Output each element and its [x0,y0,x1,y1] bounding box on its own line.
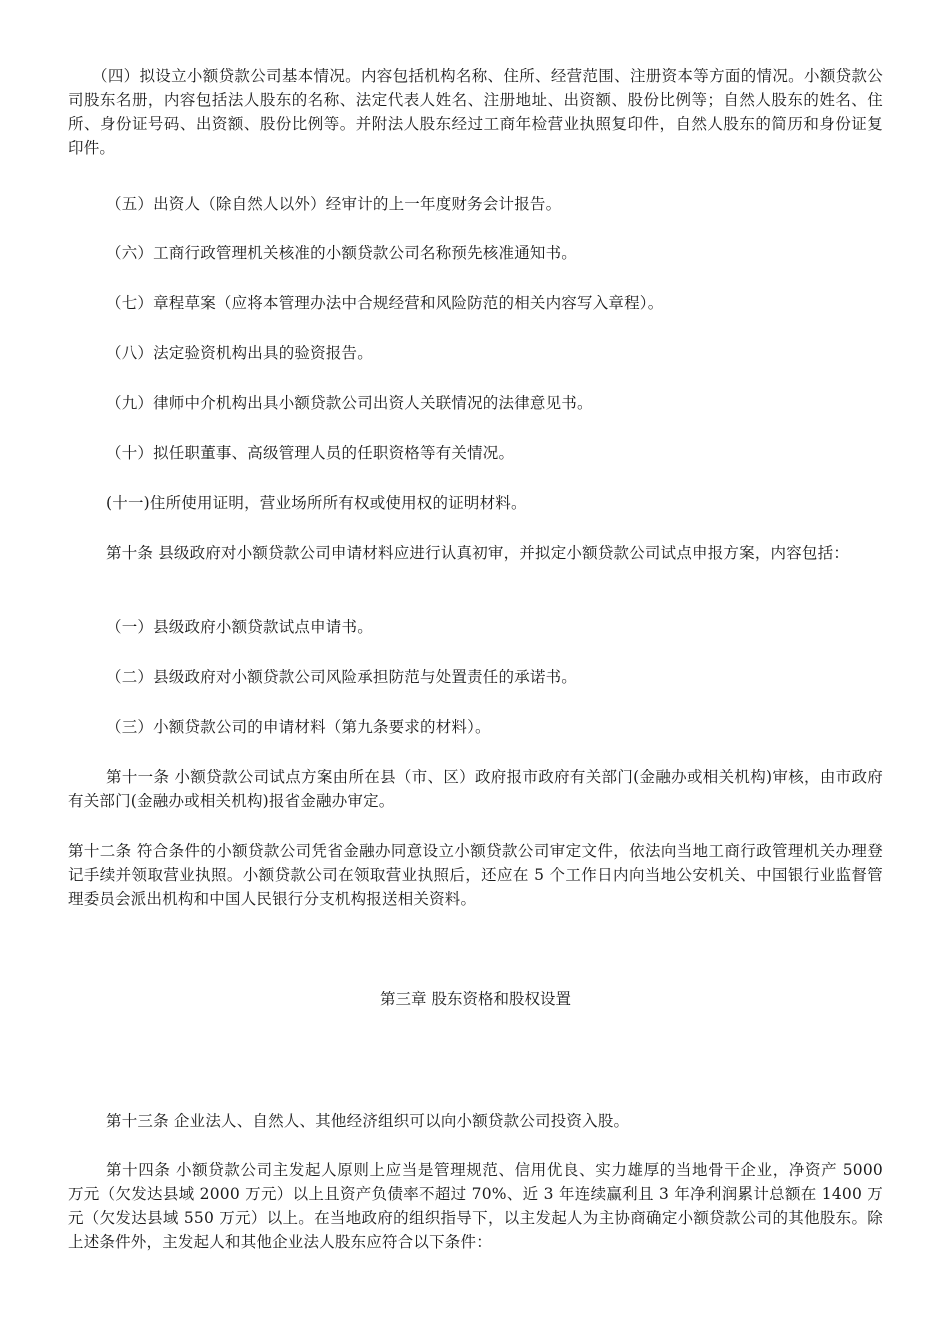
article-13: 第十三条 企业法人、自然人、其他经济组织可以向小额贷款公司投资入股。 [106,1112,630,1130]
paragraph-item-11: (十一)住所使用证明，营业场所所有权或使用权的证明材料。 [106,494,527,512]
article-14: 第十四条 小额贷款公司主发起人原则上应当是管理规范、信用优良、实力雄厚的当地骨干企业，净资产 5000 万元（欠发达县域 2000 万元）以上且资产负债率不超过 70%、近 3 年连续赢利且 3 年净利润累计总额在 1400 万元（欠发达县域 550 万元）以上。在当地政府的组织指导下，以主发起人为主协商确定小额贷款公司的其他股东。除上述条件外，主发起人和其他企业法人股东应符合以下条件： [68,1161,883,1251]
paragraph-item-7: （七）章程草案（应将本管理办法中合规经营和风险防范的相关内容写入章程）。 [106,294,664,312]
chapter-heading: 第三章 股东资格和股权设置 [380,990,571,1008]
paragraph-item-4: （四）拟设立小额贷款公司基本情况。内容包括机构名称、住所、经营范围、注册资本等方面的情况。小额贷款公司股东名册，内容包括法人股东的名称、法定代表人姓名、注册地址、出资额、股份比例等；自然人股东的姓名、住所、身份证号码、出资额、股份比例等。并附法人股东经过工商年检营业执照复印件，自然人股东的简历和身份证复印件。 [68,67,883,157]
article-10: 第十条 县级政府对小额贷款公司申请材料应进行认真初审，并拟定小额贷款公司试点申报方案，内容包括： [106,544,850,562]
paragraph-item-6: （六）工商行政管理机关核准的小额贷款公司名称预先核准通知书。 [106,244,578,262]
paragraph-item-10: （十）拟任职董事、高级管理人员的任职资格等有关情况。 [106,444,515,462]
article-10-item-1: （一）县级政府小额贷款试点申请书。 [106,618,373,636]
article-11: 第十一条 小额贷款公司试点方案由所在县（市、区）政府报市政府有关部门(金融办或相关机构)审核，由市政府有关部门(金融办或相关机构)报省金融办审定。 [68,768,883,810]
paragraph-item-5: （五）出资人（除自然人以外）经审计的上一年度财务会计报告。 [106,195,562,213]
article-12: 第十二条 符合条件的小额贷款公司凭省金融办同意设立小额贷款公司审定文件，依法向当地工商行政管理机关办理登记手续并领取营业执照。小额贷款公司在领取营业执照后，还应在 5 个工作日内向当地公安机关、中国银行业监督管理委员会派出机构和中国人民银行分支机构报送相关资料。 [68,842,883,908]
paragraph-item-9: （九）律师中介机构出具小额贷款公司出资人关联情况的法律意见书。 [106,394,593,412]
paragraph-item-8: （八）法定验资机构出具的验资报告。 [106,344,373,362]
article-10-item-3: （三）小额贷款公司的申请材料（第九条要求的材料）。 [106,718,491,736]
article-10-item-2: （二）县级政府对小额贷款公司风险承担防范与处置责任的承诺书。 [106,668,578,686]
